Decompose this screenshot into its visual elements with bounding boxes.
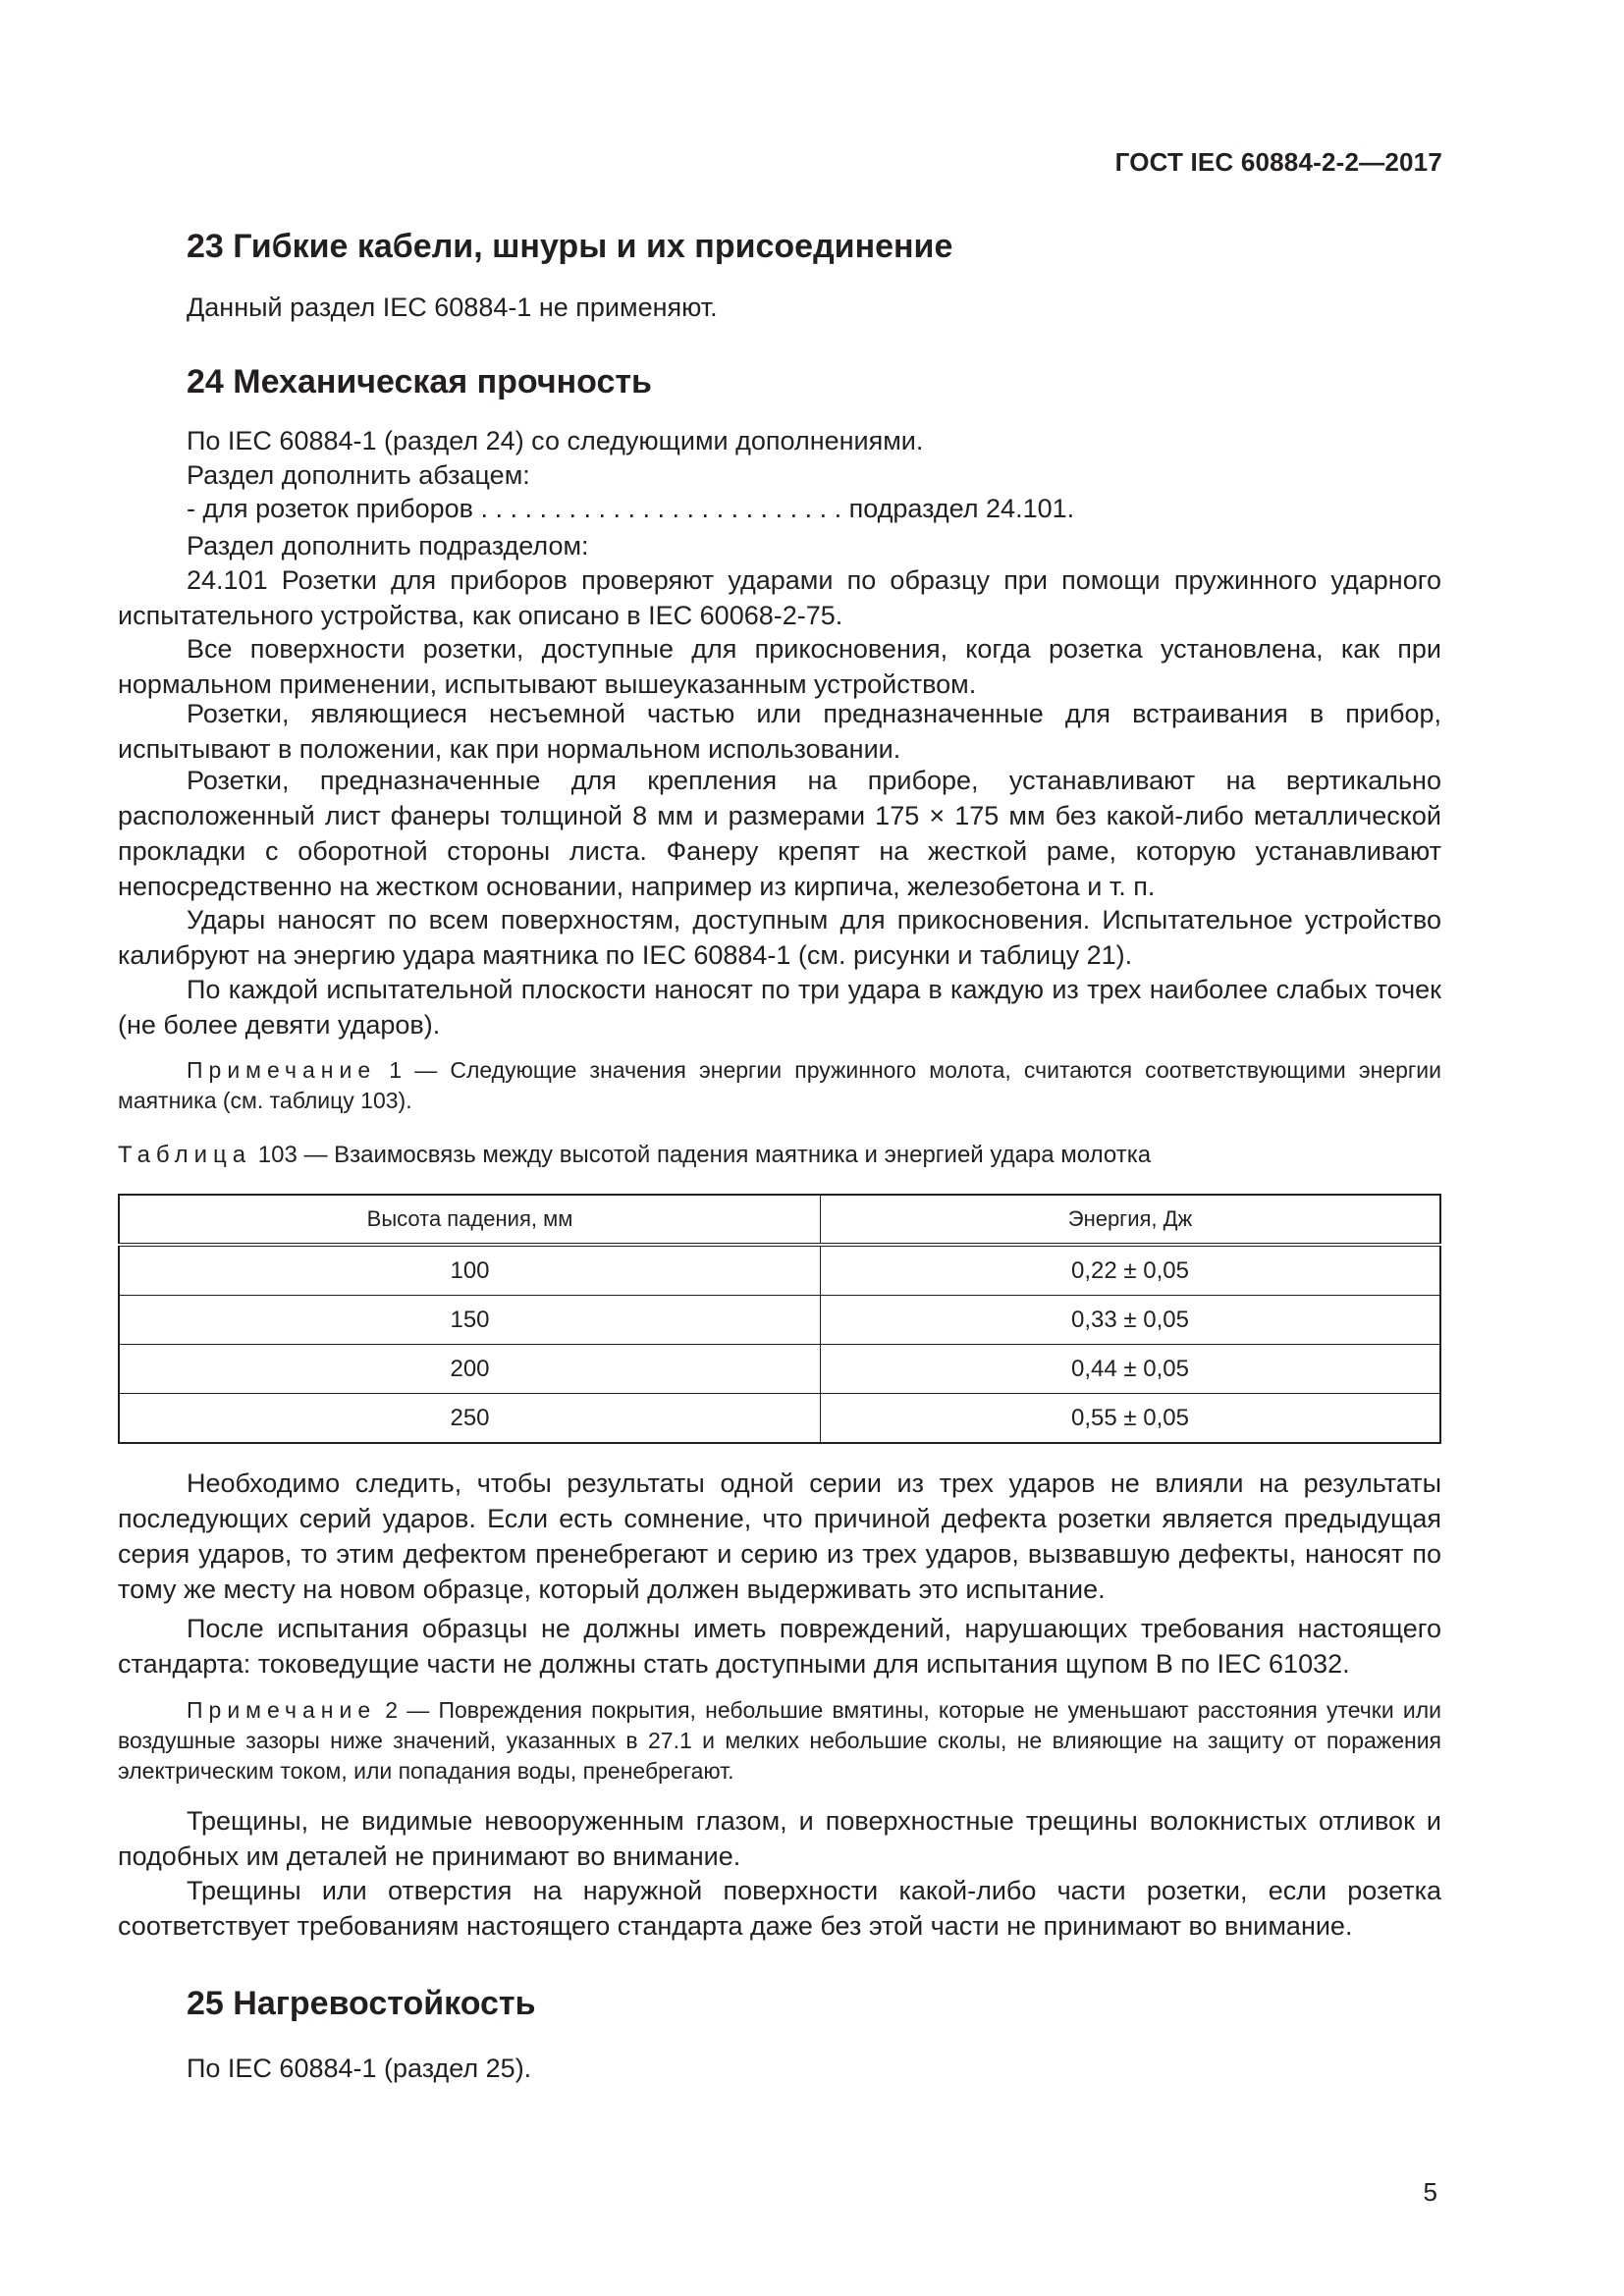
table-caption-label: Таблица — [118, 1142, 252, 1168]
table-103-caption — [118, 1142, 1151, 1169]
paragraph-24-101: 24.101 Розетки для приборов проверяют ударами по образцу при помощи пружинного ударного испытательного устройства, как описано в IEC 60068-2-75. — [118, 565, 1441, 630]
table-caption-text: 103 — Взаимосвязь между высотой падения маятника и энергией удара молотка — [251, 1142, 1152, 1168]
section-24-line-1: По IEC 60884-1 (раздел 24) со следующими дополнениями. — [187, 426, 924, 455]
table-header-height: Высота падения, мм — [119, 1195, 821, 1245]
table-cell-energy: 0,33 ± 0,05 — [821, 1296, 1441, 1345]
section-24-line-4: Раздел дополнить подразделом: — [187, 531, 589, 561]
section-23-text: Данный раздел IEC 60884-1 не применяют. — [187, 293, 718, 322]
table-header-energy: Энергия, Дж — [821, 1195, 1441, 1245]
section-25-title: 25 Нагревостойкость — [187, 1985, 536, 2022]
table-row — [119, 1296, 1440, 1345]
table-cell-height: 200 — [119, 1345, 821, 1394]
note-1-text: 1 — Следующие значения энергии пружинного молота, считаются соответствующими энергии маятника (см. таблицу 103). — [118, 1057, 1441, 1113]
page-number: 5 — [1423, 2177, 1437, 2207]
table-cell-height: 250 — [119, 1394, 821, 1444]
section-24-line-3: - для розеток приборов . . . . . . . . . . . . . . . . . . . . . . . . . подраздел 24.101. — [187, 494, 1075, 523]
section-24-line-2: Раздел дополнить абзацем: — [187, 460, 530, 490]
table-cell-energy: 0,22 ± 0,05 — [821, 1245, 1441, 1296]
paragraph-impacts-calibration: Удары наносят по всем поверхностям, доступным для прикосновения. Испытательное устройство калибруют на энергию удара маятника по IEC 60884-1 (см. рисунки и таблицу 21). — [118, 905, 1441, 970]
note-2-text: 2 — Повреждения покрытия, небольшие вмятины, которые не уменьшают расстояния утечки или воздушные зазоры ниже значений, указанных в 27.1 и мелких небольшие сколы, не влияющие на защиту от поражения электрическим током, или попадания воды, пренебрегают. — [118, 1697, 1441, 1784]
table-cell-height: 150 — [119, 1296, 821, 1345]
paragraph-surfaces: Все поверхности розетки, доступные для прикосновения, когда розетка установлена, как при нормальном применении, испытывают вышеуказанным устройством. — [118, 634, 1441, 699]
table-cell-energy: 0,55 ± 0,05 — [821, 1394, 1441, 1444]
section-23-title: 23 Гибкие кабели, шнуры и их присоединение — [187, 228, 953, 265]
note-1 — [118, 1055, 1441, 1116]
note-2-label: Примечание — [187, 1697, 377, 1723]
note-2 — [118, 1695, 1441, 1787]
table-cell-height: 100 — [119, 1245, 821, 1296]
paragraph-cracks: Трещины, не видимые невооруженным глазом, и поверхностные трещины волокнистых отливок и подобных им деталей не принимают во внимание. — [118, 1806, 1441, 1871]
paragraph-plywood-mounting: Розетки, предназначенные для крепления на приборе, устанавливают на вертикально расположенный лист фанеры толщиной 8 мм и размерами 175 × 175 мм без какой-либо металлической прокладки с оборотной стороны листа. Фанеру крепят на жесткой раме, которую устанавливают непосредственно на жестком основании, например из кирпича, железобетона и т. п. — [118, 766, 1441, 901]
table-header-row — [119, 1195, 1440, 1245]
section-24-title: 24 Механическая прочность — [187, 363, 652, 400]
table-cell-energy: 0,44 ± 0,05 — [821, 1345, 1441, 1394]
paragraph-integral-sockets: Розетки, являющиеся несъемной частью или предназначенные для встраивания в прибор, испытывают в положении, как при нормальном использовании. — [118, 699, 1441, 764]
table-row — [119, 1345, 1440, 1394]
table-row — [119, 1394, 1440, 1444]
paragraph-after-test: После испытания образцы не должны иметь повреждений, нарушающих требования настоящего стандарта: токоведущие части не должны стать доступными для испытания щупом В по IEC 61032. — [118, 1614, 1441, 1679]
paragraph-series-of-impacts: Необходимо следить, чтобы результаты одной серии из трех ударов не влияли на результаты последующих серий ударов. Если есть сомнение, что причиной дефекта розетки является предыдущая серия ударов, то этим дефектом пренебрегают и серию из трех ударов, вызвавшую дефекты, наносят по тому же месту на новом образце, который должен выдерживать это испытание. — [118, 1468, 1441, 1604]
table-row — [119, 1245, 1440, 1296]
document-header-id: ГОСТ IEC 60884-2-2—2017 — [1114, 147, 1442, 177]
note-1-label: Примечание — [187, 1057, 377, 1083]
section-25-text: По IEC 60884-1 (раздел 25). — [187, 2054, 532, 2083]
table-103 — [118, 1194, 1441, 1444]
paragraph-three-impacts: По каждой испытательной плоскости наносят по три удара в каждую из трех наиболее слабых точек (не более девяти ударов). — [118, 975, 1441, 1040]
paragraph-holes: Трещины или отверстия на наружной поверхности какой-либо части розетки, если розетка соответствует требованиям настоящего стандарта даже без этой части не принимают во внимание. — [118, 1876, 1441, 1941]
